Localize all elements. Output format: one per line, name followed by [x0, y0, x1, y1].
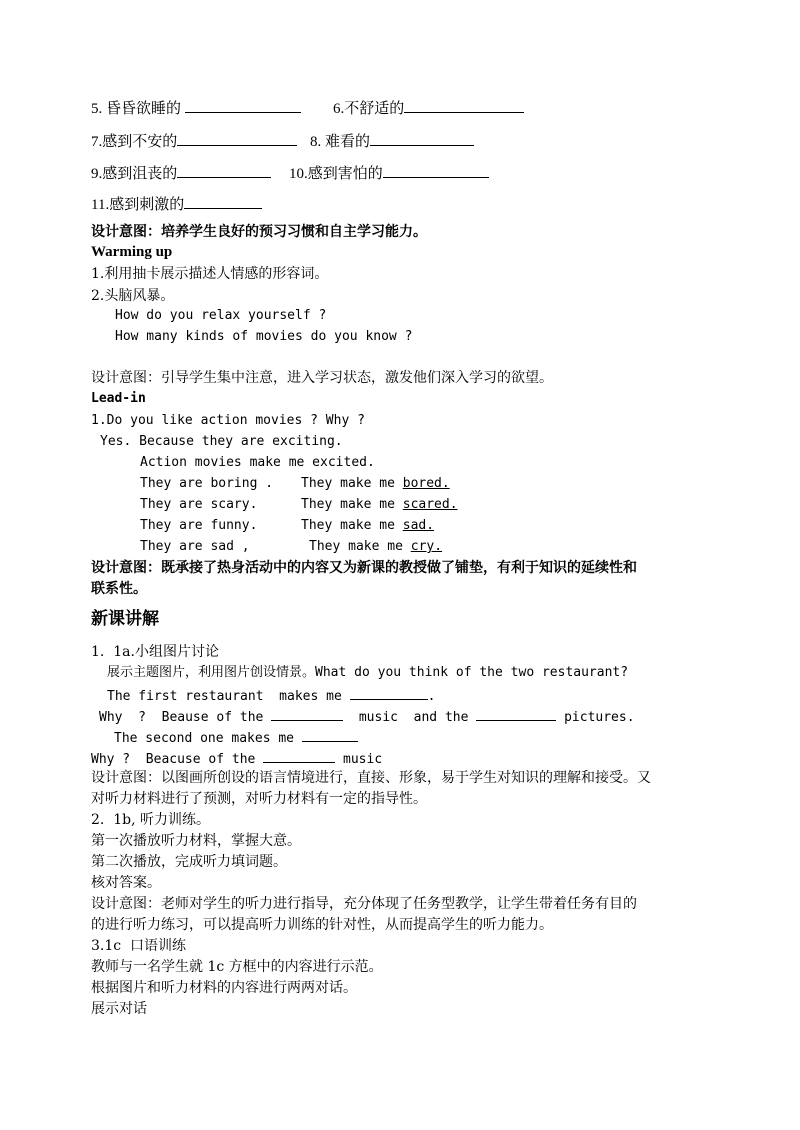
- answer-blank[interactable]: [350, 685, 428, 700]
- vocab-item-11: 11.感到刺激的: [91, 194, 262, 214]
- emotion-word: cry.: [410, 539, 443, 554]
- step-1-line: Why ? Beause of the music and the pictures.: [99, 706, 635, 727]
- answer-blank[interactable]: [177, 131, 297, 146]
- leadin-row-left: They are funny.: [140, 518, 258, 533]
- warming-question-2: How many kinds of movies do you know ?: [115, 329, 413, 344]
- answer-blank[interactable]: [177, 163, 271, 178]
- design-intent-cont: 对听力材料进行了预测，对听力材料有一定的指导性。: [91, 791, 427, 807]
- step-1-line: Why ? Beacuse of the music: [91, 748, 382, 769]
- step-3-line: 展示对话: [91, 1001, 147, 1017]
- vocab-item-9: 9.感到沮丧的: [91, 163, 271, 183]
- leadin-row-left: They are sad ,: [140, 539, 250, 554]
- step-1-line: The second one makes me: [114, 727, 358, 748]
- emotion-word: sad.: [402, 518, 435, 533]
- leadin-row-right: They make me sad.: [301, 518, 435, 533]
- leadin-answer: Yes. Because they are exciting.: [100, 434, 343, 449]
- leadin-row-right: They make me bored.: [301, 476, 450, 491]
- step-2-line: 第二次播放，完成听力填词题。: [91, 854, 287, 870]
- answer-blank[interactable]: [404, 98, 524, 113]
- vocab-item-5: 5. 昏昏欲睡的: [91, 98, 301, 118]
- vocab-item-7: 7.感到不安的: [91, 131, 297, 151]
- leadin-answer: Action movies make me excited.: [140, 455, 375, 470]
- step-3-title: 3.1c 口语训练: [91, 938, 187, 954]
- warming-item-1: 1.利用抽卡展示描述人情感的形容词。: [91, 266, 329, 282]
- emotion-word: scared.: [402, 497, 458, 512]
- design-intent-cont: 的进行听力练习，可以提高听力训练的针对性，从而提高学生的听力能力。: [91, 917, 553, 933]
- step-3-line: 根据图片和听力材料的内容进行两两对话。: [91, 980, 357, 996]
- design-intent-cont: 联系性。: [91, 581, 147, 597]
- vocab-item-10: 10.感到害怕的: [289, 163, 489, 183]
- answer-blank[interactable]: [476, 706, 556, 721]
- leadin-row-right: They make me scared.: [301, 497, 458, 512]
- step-2-line: 核对答案。: [91, 875, 161, 891]
- answer-blank[interactable]: [370, 131, 474, 146]
- section-title-warming-up: Warming up: [91, 244, 173, 260]
- leadin-row-right: They make me cry.: [309, 539, 443, 554]
- leadin-question: 1.Do you like action movies ? Why ?: [91, 413, 365, 428]
- warming-item-2: 2.头脑风暴。: [91, 288, 175, 304]
- design-intent: 设计意图：引导学生集中注意，进入学习状态，激发他们深入学习的欲望。: [91, 370, 553, 386]
- warming-question-1: How do you relax yourself ?: [115, 308, 327, 323]
- step-1-desc: 展示主题图片，利用图片创设情景。What do you think of the two restaurant?: [107, 665, 629, 680]
- step-1-line: The first restaurant makes me .: [107, 685, 435, 706]
- design-intent: 设计意图：以图画所创设的语言情境进行，直接、形象，易于学生对知识的理解和接受。又: [91, 770, 651, 786]
- step-2-title: 2. 1b, 听力训练。: [91, 812, 211, 828]
- answer-blank[interactable]: [263, 748, 335, 763]
- vocab-item-6: 6.不舒适的: [333, 98, 524, 118]
- step-3-line: 教师与一名学生就 1c 方框中的内容进行示范。: [91, 959, 383, 975]
- answer-blank[interactable]: [185, 98, 301, 113]
- leadin-row-left: They are scary.: [140, 497, 258, 512]
- design-intent: 设计意图：老师对学生的听力进行指导，充分体现了任务型教学，让学生带着任务有目的: [91, 896, 637, 912]
- answer-blank[interactable]: [302, 727, 358, 742]
- answer-blank[interactable]: [184, 194, 262, 209]
- emotion-word: bored.: [402, 476, 450, 491]
- section-title-new-lesson: 新课讲解: [91, 609, 159, 629]
- answer-blank[interactable]: [271, 706, 343, 721]
- answer-blank[interactable]: [383, 163, 489, 178]
- leadin-row-left: They are boring .: [140, 476, 274, 491]
- step-2-line: 第一次播放听力材料，掌握大意。: [91, 833, 301, 849]
- design-intent: 设计意图：培养学生良好的预习习惯和自主学习能力。: [91, 224, 427, 240]
- step-1-title: 1. 1a.小组图片讨论: [91, 644, 219, 660]
- vocab-item-8: 8. 难看的: [310, 131, 474, 151]
- design-intent: 设计意图：既承接了热身活动中的内容又为新课的教授做了铺垫，有利于知识的延续性和: [91, 560, 637, 576]
- section-title-lead-in: Lead-in: [91, 391, 146, 406]
